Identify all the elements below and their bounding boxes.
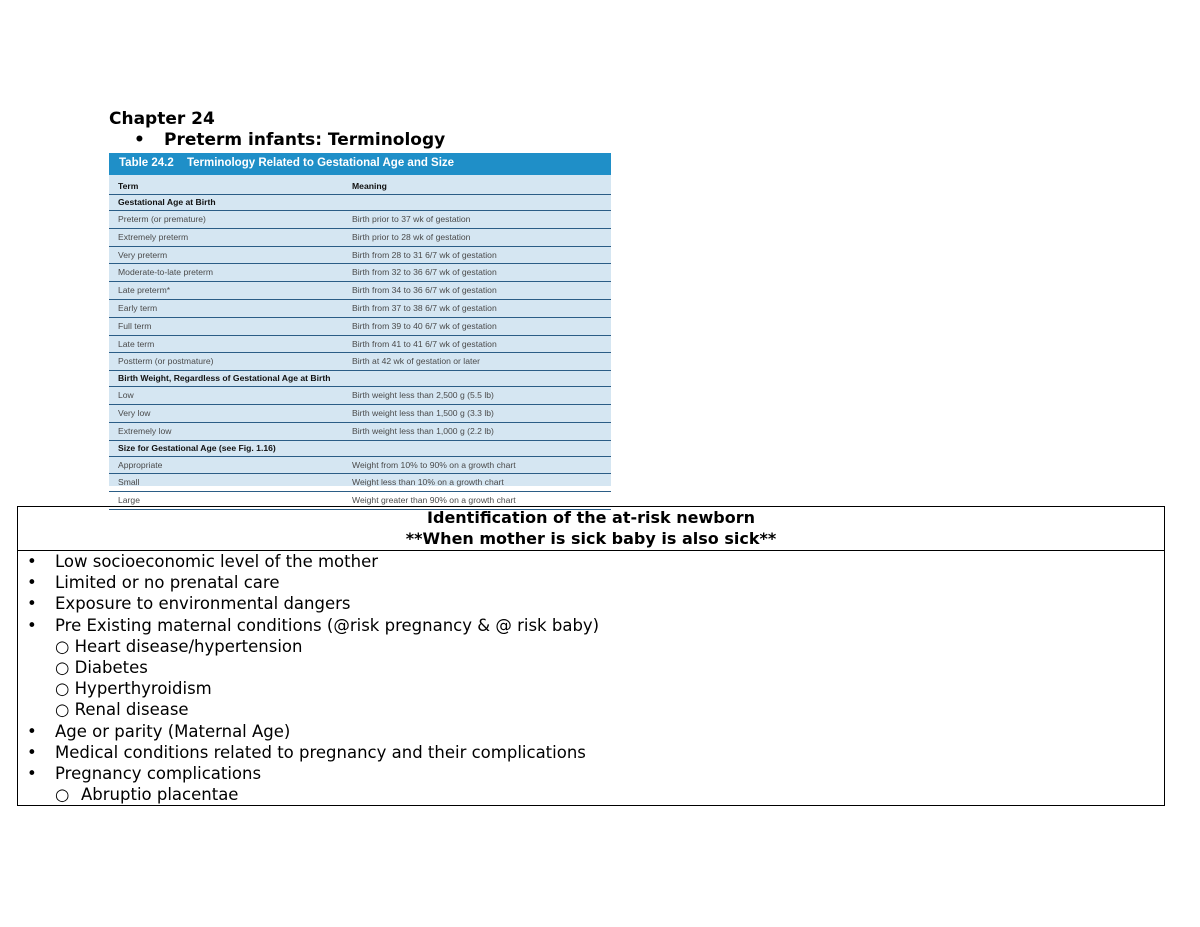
table-cell-meaning: Weight from 10% to 90% on a growth chart bbox=[352, 459, 516, 470]
table-group-heading bbox=[109, 371, 611, 387]
table-row bbox=[109, 387, 611, 405]
table-cell-meaning: Birth weight less than 1,000 g (2.2 lb) bbox=[352, 425, 494, 436]
table-cell-meaning: Birth at 42 wk of gestation or later bbox=[352, 356, 481, 367]
table-cell-meaning: Birth prior to 37 wk of gestation bbox=[352, 214, 471, 224]
table-group-title: Size for Gestational Age (see Fig. 1.16) bbox=[118, 442, 276, 453]
table-cell-term: Late term bbox=[118, 338, 155, 349]
table-row bbox=[109, 457, 611, 475]
list-item bbox=[18, 721, 1164, 742]
list-item-text: Limited or no prenatal care bbox=[55, 573, 280, 593]
table-row bbox=[109, 300, 611, 318]
at-risk-header bbox=[18, 507, 1164, 551]
risk-factor-list bbox=[18, 551, 1164, 805]
table-cell-term: Very preterm bbox=[118, 249, 168, 260]
bullet-icon: • bbox=[27, 573, 37, 593]
table-cell-term: Appropriate bbox=[118, 459, 163, 470]
bullet-icon: • bbox=[27, 594, 37, 614]
table-cell-meaning: Birth weight less than 2,500 g (5.5 lb) bbox=[352, 390, 494, 401]
table-group-title: Gestational Age at Birth bbox=[118, 197, 216, 207]
table-group-heading bbox=[109, 195, 611, 211]
table-header-term: Term bbox=[118, 181, 139, 191]
section-bullet-text: Preterm infants: Terminology bbox=[164, 130, 446, 150]
list-item-text: Exposure to environmental dangers bbox=[55, 594, 351, 614]
table-cell-term: Extremely preterm bbox=[118, 231, 189, 242]
table-row bbox=[109, 282, 611, 300]
table-cell-meaning: Weight greater than 90% on a growth chart bbox=[352, 495, 516, 506]
table-group-heading bbox=[109, 441, 611, 457]
table-cell-meaning: Weight less than 10% on a growth chart bbox=[352, 477, 504, 488]
list-item-text: Low socioeconomic level of the mother bbox=[55, 552, 379, 571]
bullet-icon: • bbox=[27, 742, 37, 762]
at-risk-newborn-box bbox=[17, 506, 1165, 806]
table-row bbox=[109, 474, 611, 492]
at-risk-title: Identification of the at-risk newborn bbox=[427, 508, 755, 527]
chapter-title: Chapter 24 bbox=[109, 109, 215, 129]
table-caption-number: Table 24.2 bbox=[119, 157, 174, 169]
table-cell-meaning: Birth weight less than 1,500 g (3.3 lb) bbox=[352, 407, 494, 418]
list-item-text: Pregnancy complications bbox=[55, 764, 262, 784]
bullet-icon: • bbox=[27, 721, 37, 741]
table-header-meaning: Meaning bbox=[352, 181, 387, 191]
list-item bbox=[18, 657, 1164, 678]
list-item bbox=[18, 615, 1164, 636]
terminology-table-image bbox=[109, 153, 611, 506]
table-cell-meaning: Birth from 28 to 31 6/7 wk of gestation bbox=[352, 249, 497, 260]
table-cell-term: Postterm (or postmature) bbox=[118, 356, 214, 367]
table-cell-term: Preterm (or premature) bbox=[118, 214, 206, 224]
table-cell-term: Moderate-to-late preterm bbox=[118, 267, 214, 278]
table-row bbox=[109, 423, 611, 441]
table-cell-term: Extremely low bbox=[118, 425, 172, 436]
table-cell-term: Low bbox=[118, 390, 134, 401]
table-cell-term: Full term bbox=[118, 320, 152, 331]
table-row bbox=[109, 336, 611, 354]
list-item bbox=[18, 636, 1164, 657]
list-item-text: ○ Renal disease bbox=[55, 700, 189, 720]
table-caption-title: Terminology Related to Gestational Age and Size bbox=[186, 157, 455, 169]
table-row bbox=[109, 264, 611, 282]
table-cell-meaning: Birth prior to 28 wk of gestation bbox=[352, 231, 471, 242]
table-cell-meaning: Birth from 32 to 36 6/7 wk of gestation bbox=[352, 267, 497, 278]
list-item-text: Medical conditions related to pregnancy and their complications bbox=[55, 742, 586, 762]
table-group-title: Birth Weight, Regardless of Gestational Age at Birth bbox=[118, 373, 331, 384]
list-item-text: ○ Diabetes bbox=[55, 658, 148, 678]
table-cell-term: Very low bbox=[118, 407, 151, 418]
table-cell-term: Late preterm* bbox=[118, 285, 171, 296]
table-caption bbox=[109, 153, 611, 178]
table-row bbox=[109, 247, 611, 265]
list-item bbox=[18, 742, 1164, 763]
list-item bbox=[18, 784, 1164, 805]
table-cell-meaning: Birth from 34 to 36 6/7 wk of gestation bbox=[352, 285, 497, 296]
table-row bbox=[109, 318, 611, 336]
table-header-row bbox=[109, 178, 611, 195]
table-row bbox=[109, 211, 611, 229]
table-cell-term: Large bbox=[118, 495, 140, 506]
list-item-text: Pre Existing maternal conditions (@risk pregnancy & @ risk baby) bbox=[55, 615, 600, 635]
list-item bbox=[18, 593, 1164, 614]
bullet-icon: • bbox=[27, 764, 37, 784]
table-row bbox=[109, 229, 611, 247]
table-cell-meaning: Birth from 41 to 41 6/7 wk of gestation bbox=[352, 338, 497, 349]
table-cell-meaning: Birth from 37 to 38 6/7 wk of gestation bbox=[352, 302, 497, 313]
list-item bbox=[18, 763, 1164, 784]
list-item bbox=[18, 699, 1164, 720]
table-cell-term: Early term bbox=[118, 302, 158, 313]
list-item-text: ○ Hyperthyroidism bbox=[55, 679, 212, 699]
list-item bbox=[18, 678, 1164, 699]
section-bullet bbox=[134, 130, 445, 151]
bullet-icon: • bbox=[27, 552, 37, 571]
list-item bbox=[18, 572, 1164, 593]
table-body bbox=[109, 195, 611, 510]
bullet-icon: • bbox=[134, 130, 145, 150]
list-item-text: Abruptio placentae bbox=[81, 785, 239, 805]
table-row bbox=[109, 353, 611, 371]
list-item-text: Age or parity (Maternal Age) bbox=[55, 721, 291, 741]
at-risk-subtitle: **When mother is sick baby is also sick** bbox=[405, 529, 777, 548]
table-cell-term: Small bbox=[118, 477, 140, 488]
table-row bbox=[109, 405, 611, 423]
circle-bullet-icon: ○ bbox=[55, 785, 70, 805]
table-cell-meaning: Birth from 39 to 40 6/7 wk of gestation bbox=[352, 320, 497, 331]
bullet-icon: • bbox=[27, 615, 37, 635]
list-item-text: ○ Heart disease/hypertension bbox=[55, 636, 303, 656]
list-item bbox=[18, 551, 1164, 572]
